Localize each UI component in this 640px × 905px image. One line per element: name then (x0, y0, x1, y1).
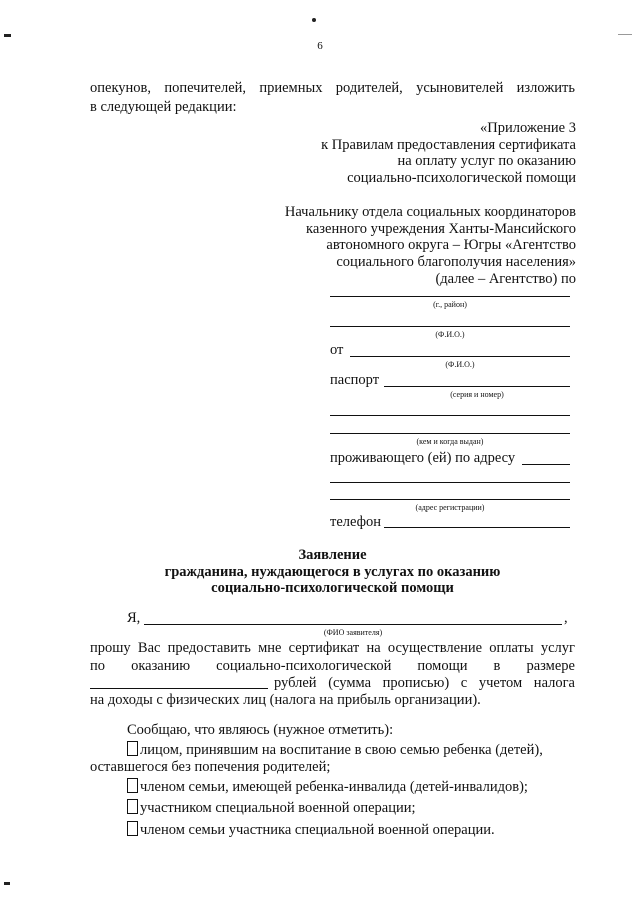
word: родителей, (335, 80, 403, 96)
city-field[interactable] (330, 296, 570, 297)
from-label: от (330, 342, 344, 358)
addressee-line: автономного округа – Югры «Агентство (326, 237, 576, 254)
option-label: участником специальной военной операции; (140, 800, 416, 816)
statement-title (90, 547, 575, 597)
residing-label: проживающего (ей) по адресу (330, 450, 516, 466)
word: помощи (417, 658, 468, 674)
passport-label: паспорт (330, 372, 380, 388)
word: опекунов, (90, 80, 152, 96)
addressee-line: казенного учреждения Ханты-Мансийского (306, 220, 576, 237)
issued-field-2[interactable] (330, 433, 570, 434)
option-disabled-child-family (127, 778, 528, 796)
word: оплаты (489, 640, 534, 656)
issued-field-1[interactable] (330, 415, 570, 416)
amount-field[interactable] (90, 688, 268, 689)
word: на (366, 640, 381, 656)
checkbox[interactable] (127, 741, 138, 756)
request-line-2 (90, 658, 575, 675)
option-label: членом семьи, имеющей ребенка-инвалида (детей-инвалидов); (140, 779, 528, 795)
word: услуг (540, 640, 575, 656)
scan-mark (4, 34, 11, 37)
word: социально-психологической (216, 658, 392, 674)
word: предоставить (167, 640, 251, 656)
address-field-2[interactable] (330, 499, 570, 500)
scan-mark (4, 882, 10, 885)
comma: , (564, 610, 568, 626)
word: попечителей, (164, 80, 247, 96)
applicant-fio-field[interactable] (350, 356, 570, 357)
word: изложить (516, 80, 575, 96)
word: сертификат (288, 640, 360, 656)
appendix-header (290, 120, 576, 187)
addressee-block (270, 204, 576, 287)
address-field-inline[interactable] (522, 464, 570, 465)
word: по (90, 658, 106, 674)
option-svo-family (127, 821, 495, 839)
scan-mark (312, 18, 316, 22)
intro-line-2: в следующей редакции: (90, 99, 237, 115)
request-line-3: рублей (сумма прописью) с учетом налога (274, 675, 575, 691)
fio-caption: (Ф.И.О.) (435, 330, 465, 339)
address-field-1[interactable] (330, 482, 570, 483)
passport-caption: (серия и номер) (450, 390, 504, 399)
option-foster-parent-cont: оставшегося без попечения родителей; (90, 759, 331, 775)
addressee-line: Начальнику отдела социальных координаторов (284, 204, 576, 220)
applicant-name-field[interactable] (144, 624, 562, 625)
phone-label: телефон (330, 514, 382, 530)
addressee-line: социального благополучия населения» (336, 254, 576, 271)
scan-mark (618, 34, 632, 35)
request-line-4: на доходы с физических лиц (налога на прибыль организации). (90, 692, 481, 708)
fio-caption: (Ф.И.О.) (445, 360, 475, 369)
appendix-line: «Приложение 3 (480, 120, 576, 136)
position-fio-field[interactable] (330, 326, 570, 327)
phone-field[interactable] (384, 527, 570, 528)
word: оказанию (131, 658, 191, 674)
word: прошу (90, 640, 131, 656)
option-label: лицом, принявшим на воспитание в свою семью ребенка (детей), (140, 742, 543, 758)
ya-label: Я, (127, 610, 141, 626)
issued-caption: (кем и когда выдан) (416, 437, 484, 446)
appendix-line: на оплату услуг по оказанию (397, 153, 576, 170)
appendix-line: к Правилам предоставления сертификата (321, 136, 576, 153)
word: приемных (259, 80, 323, 96)
appendix-line: социально-психологической помощи (347, 170, 576, 187)
title-line: гражданина, нуждающегося в услугах по оказанию (164, 563, 501, 580)
checkbox[interactable] (127, 821, 138, 836)
word: в (493, 658, 501, 674)
city-caption: (г., район) (433, 300, 467, 309)
addressee-line: (далее – Агентство) по (435, 270, 576, 287)
option-label: членом семьи участника специальной военной операции. (140, 822, 495, 838)
word: осуществление (387, 640, 483, 656)
word: размере (526, 658, 575, 674)
title-line: Заявление (298, 547, 367, 563)
checkbox[interactable] (127, 778, 138, 793)
page-number: 6 (317, 40, 323, 52)
request-line-1 (90, 640, 575, 657)
option-svo-participant (127, 799, 416, 817)
applicant-caption: (ФИО заявителя) (323, 628, 383, 637)
word: усыновителей (416, 80, 504, 96)
checklist-intro: Сообщаю, что являюсь (нужное отметить): (127, 722, 394, 738)
checkbox[interactable] (127, 799, 138, 814)
option-foster-parent (127, 741, 543, 759)
word: Вас (137, 640, 161, 656)
word: мне (258, 640, 282, 656)
address-caption: (адрес регистрации) (415, 503, 485, 512)
passport-field[interactable] (384, 386, 570, 387)
title-line: социально-психологической помощи (211, 580, 454, 597)
intro-line-1 (90, 80, 575, 97)
